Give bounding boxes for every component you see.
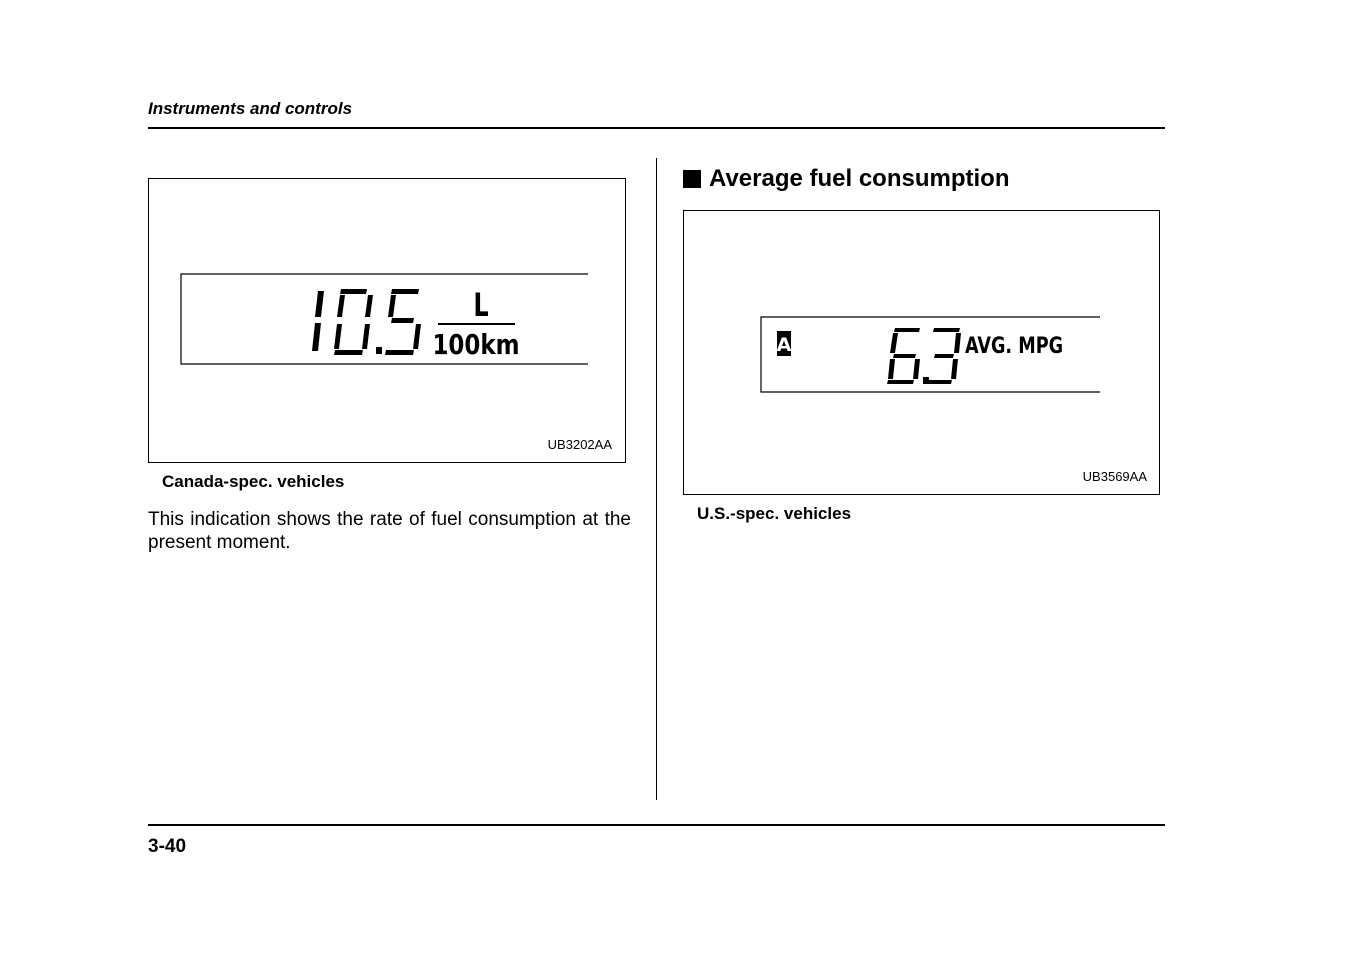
footer-rule [148,824,1165,826]
unit-numerator: L [473,286,489,324]
seven-seg-digit-6 [887,328,920,384]
section-heading [683,165,1010,193]
seven-seg-digit-3 [926,328,961,384]
black-square-icon [683,170,701,188]
seven-seg-digit-0 [334,289,373,355]
avg-fuel-lcd [684,211,1158,493]
figure-caption: Canada-spec. vehicles [162,472,345,491]
indicator-label: A [776,334,792,356]
figure-us-display [683,210,1160,495]
body-paragraph: This indication shows the rate of fuel consumption at the present moment. [148,509,631,553]
figure-caption: U.S.-spec. vehicles [697,504,852,523]
column-divider [656,158,657,800]
figure-code: UB3202AA [547,437,612,452]
unit-denominator: 100km [432,328,520,362]
figure-canada-display [148,178,626,463]
header-rule [148,127,1165,129]
seven-seg-digit-1 [312,291,324,351]
section-title: Instruments and controls [148,99,353,118]
seven-seg-digit-5 [385,289,421,355]
page-number: 3-40 [148,836,187,857]
figure-code: UB3569AA [1082,469,1147,484]
section-heading-text: Average fuel consumption [709,165,1010,192]
avg-mpg-label: AVG. MPG [964,333,1064,359]
decimal-point [376,347,382,354]
instant-fuel-lcd [149,179,624,461]
